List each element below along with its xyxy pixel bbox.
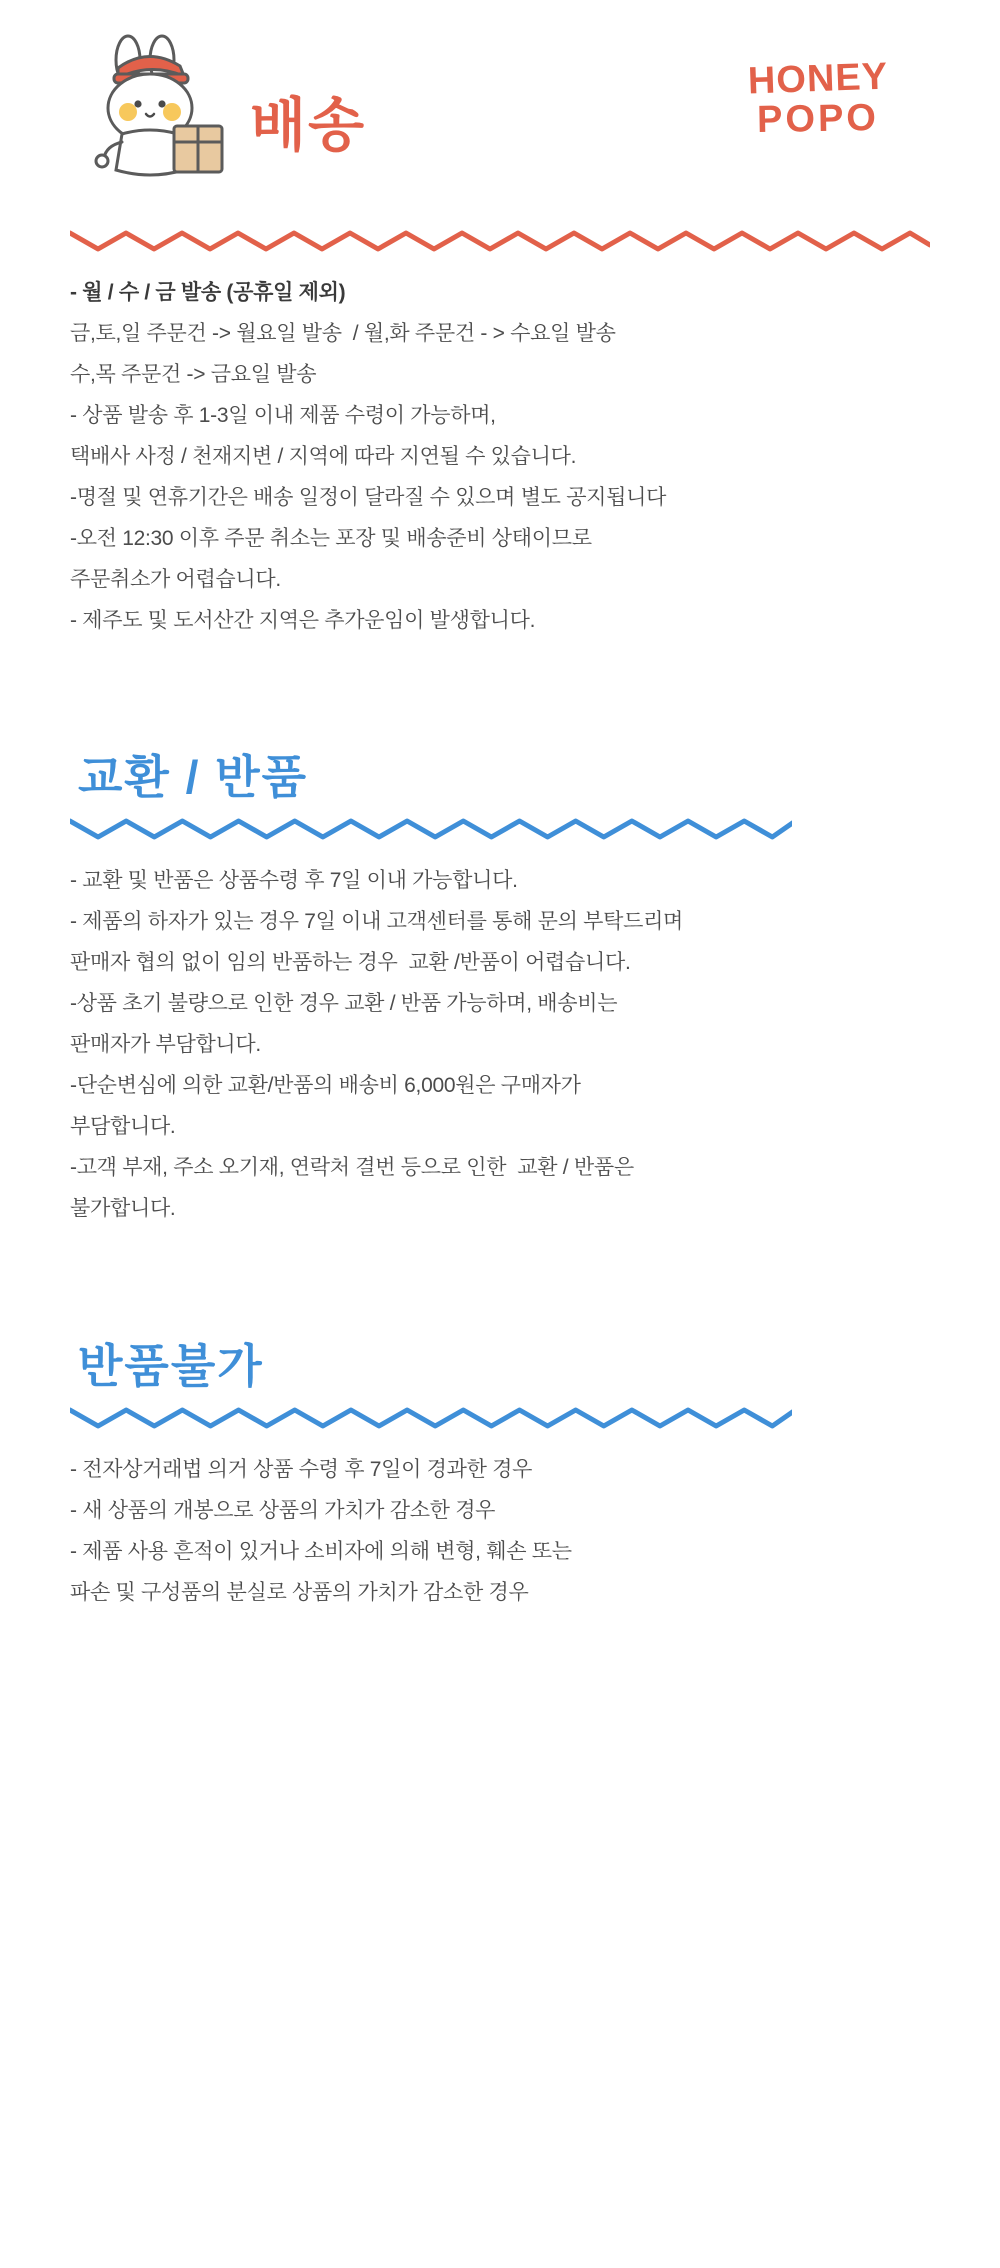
list-item: 주문취소가 어렵습니다. — [70, 567, 281, 591]
brand-logo-line2: POPO — [756, 96, 880, 141]
list-item: 판매자 협의 없이 임의 반품하는 경우 교환 /반품이 어렵습니다. — [70, 951, 631, 975]
list-item: 파손 및 구성품의 분실로 상품의 가치가 감소한 경우 — [70, 1580, 529, 1604]
brand-logo — [718, 55, 918, 141]
section-title-no-return: 반품불가 — [78, 1339, 264, 1392]
spacer — [70, 1230, 930, 1320]
list-item: 부담합니다. — [70, 1115, 176, 1139]
divider-zigzag-exchange-return — [70, 813, 792, 843]
list-item: - 교환 및 반품은 상품수령 후 7일 이내 가능합니다. — [70, 869, 518, 893]
section-no-return — [70, 1330, 930, 1614]
section-exchange-return — [70, 741, 930, 1229]
list-item: -고객 부재, 주소 오기재, 연락처 결번 등으로 인한 교환 / 반품은 — [70, 1156, 634, 1179]
no-return-text-list — [70, 1450, 930, 1614]
brand-logo-line1: HONEY — [747, 55, 889, 103]
list-item: - 제주도 및 도서산간 지역은 추가운임이 발생합니다. — [70, 608, 536, 632]
page-header — [70, 0, 930, 215]
list-item: - 전자상거래법 의거 상품 수령 후 7일이 경과한 경우 — [70, 1457, 533, 1481]
list-item: 불가합니다. — [70, 1196, 176, 1220]
spacer — [70, 641, 930, 731]
exchange-return-text-list — [70, 861, 930, 1229]
list-item: - 월 / 수 / 금 발송 (공휴일 제외) — [70, 281, 346, 304]
list-item: - 상품 발송 후 1-3일 이내 제품 수령이 가능하며, — [70, 403, 496, 427]
divider-zigzag-no-return — [70, 1402, 792, 1432]
list-item: - 제품의 하자가 있는 경우 7일 이내 고객센터를 통해 문의 부탁드리며 — [70, 910, 684, 934]
page-title-delivery: 배송 — [250, 93, 367, 158]
list-item: -단순변심에 의한 교환/반품의 배송비 6,000원은 구매자가 — [70, 1074, 581, 1098]
list-item: 택배사 사정 / 천재지변 / 지역에 따라 지연될 수 있습니다. — [70, 444, 577, 468]
list-item: -명절 및 연휴기간은 배송 일정이 달라질 수 있으며 별도 공지됩니다 — [70, 485, 667, 509]
bunny-mascot-icon — [70, 30, 240, 180]
section-title-exchange-return: 교환 / 반품 — [78, 751, 309, 804]
spacer — [70, 1614, 930, 1674]
list-item: -상품 초기 불량으로 인한 경우 교환 / 반품 가능하며, 배송비는 — [70, 992, 618, 1016]
section-delivery — [70, 225, 930, 641]
list-item: 수,목 주문건 -> 금요일 발송 — [70, 362, 317, 386]
divider-zigzag-delivery — [70, 225, 930, 255]
delivery-text-list — [70, 273, 930, 641]
list-item: 판매자가 부담합니다. — [70, 1033, 261, 1057]
list-item: - 제품 사용 흔적이 있거나 소비자에 의해 변형, 훼손 또는 — [70, 1539, 572, 1563]
list-item: -오전 12:30 이후 주문 취소는 포장 및 배송준비 상태이므로 — [70, 526, 592, 550]
list-item: 금,토,일 주문건 -> 월요일 발송 / 월,화 주문건 - > 수요일 발송 — [70, 321, 616, 345]
list-item: - 새 상품의 개봉으로 상품의 가치가 감소한 경우 — [70, 1498, 496, 1522]
